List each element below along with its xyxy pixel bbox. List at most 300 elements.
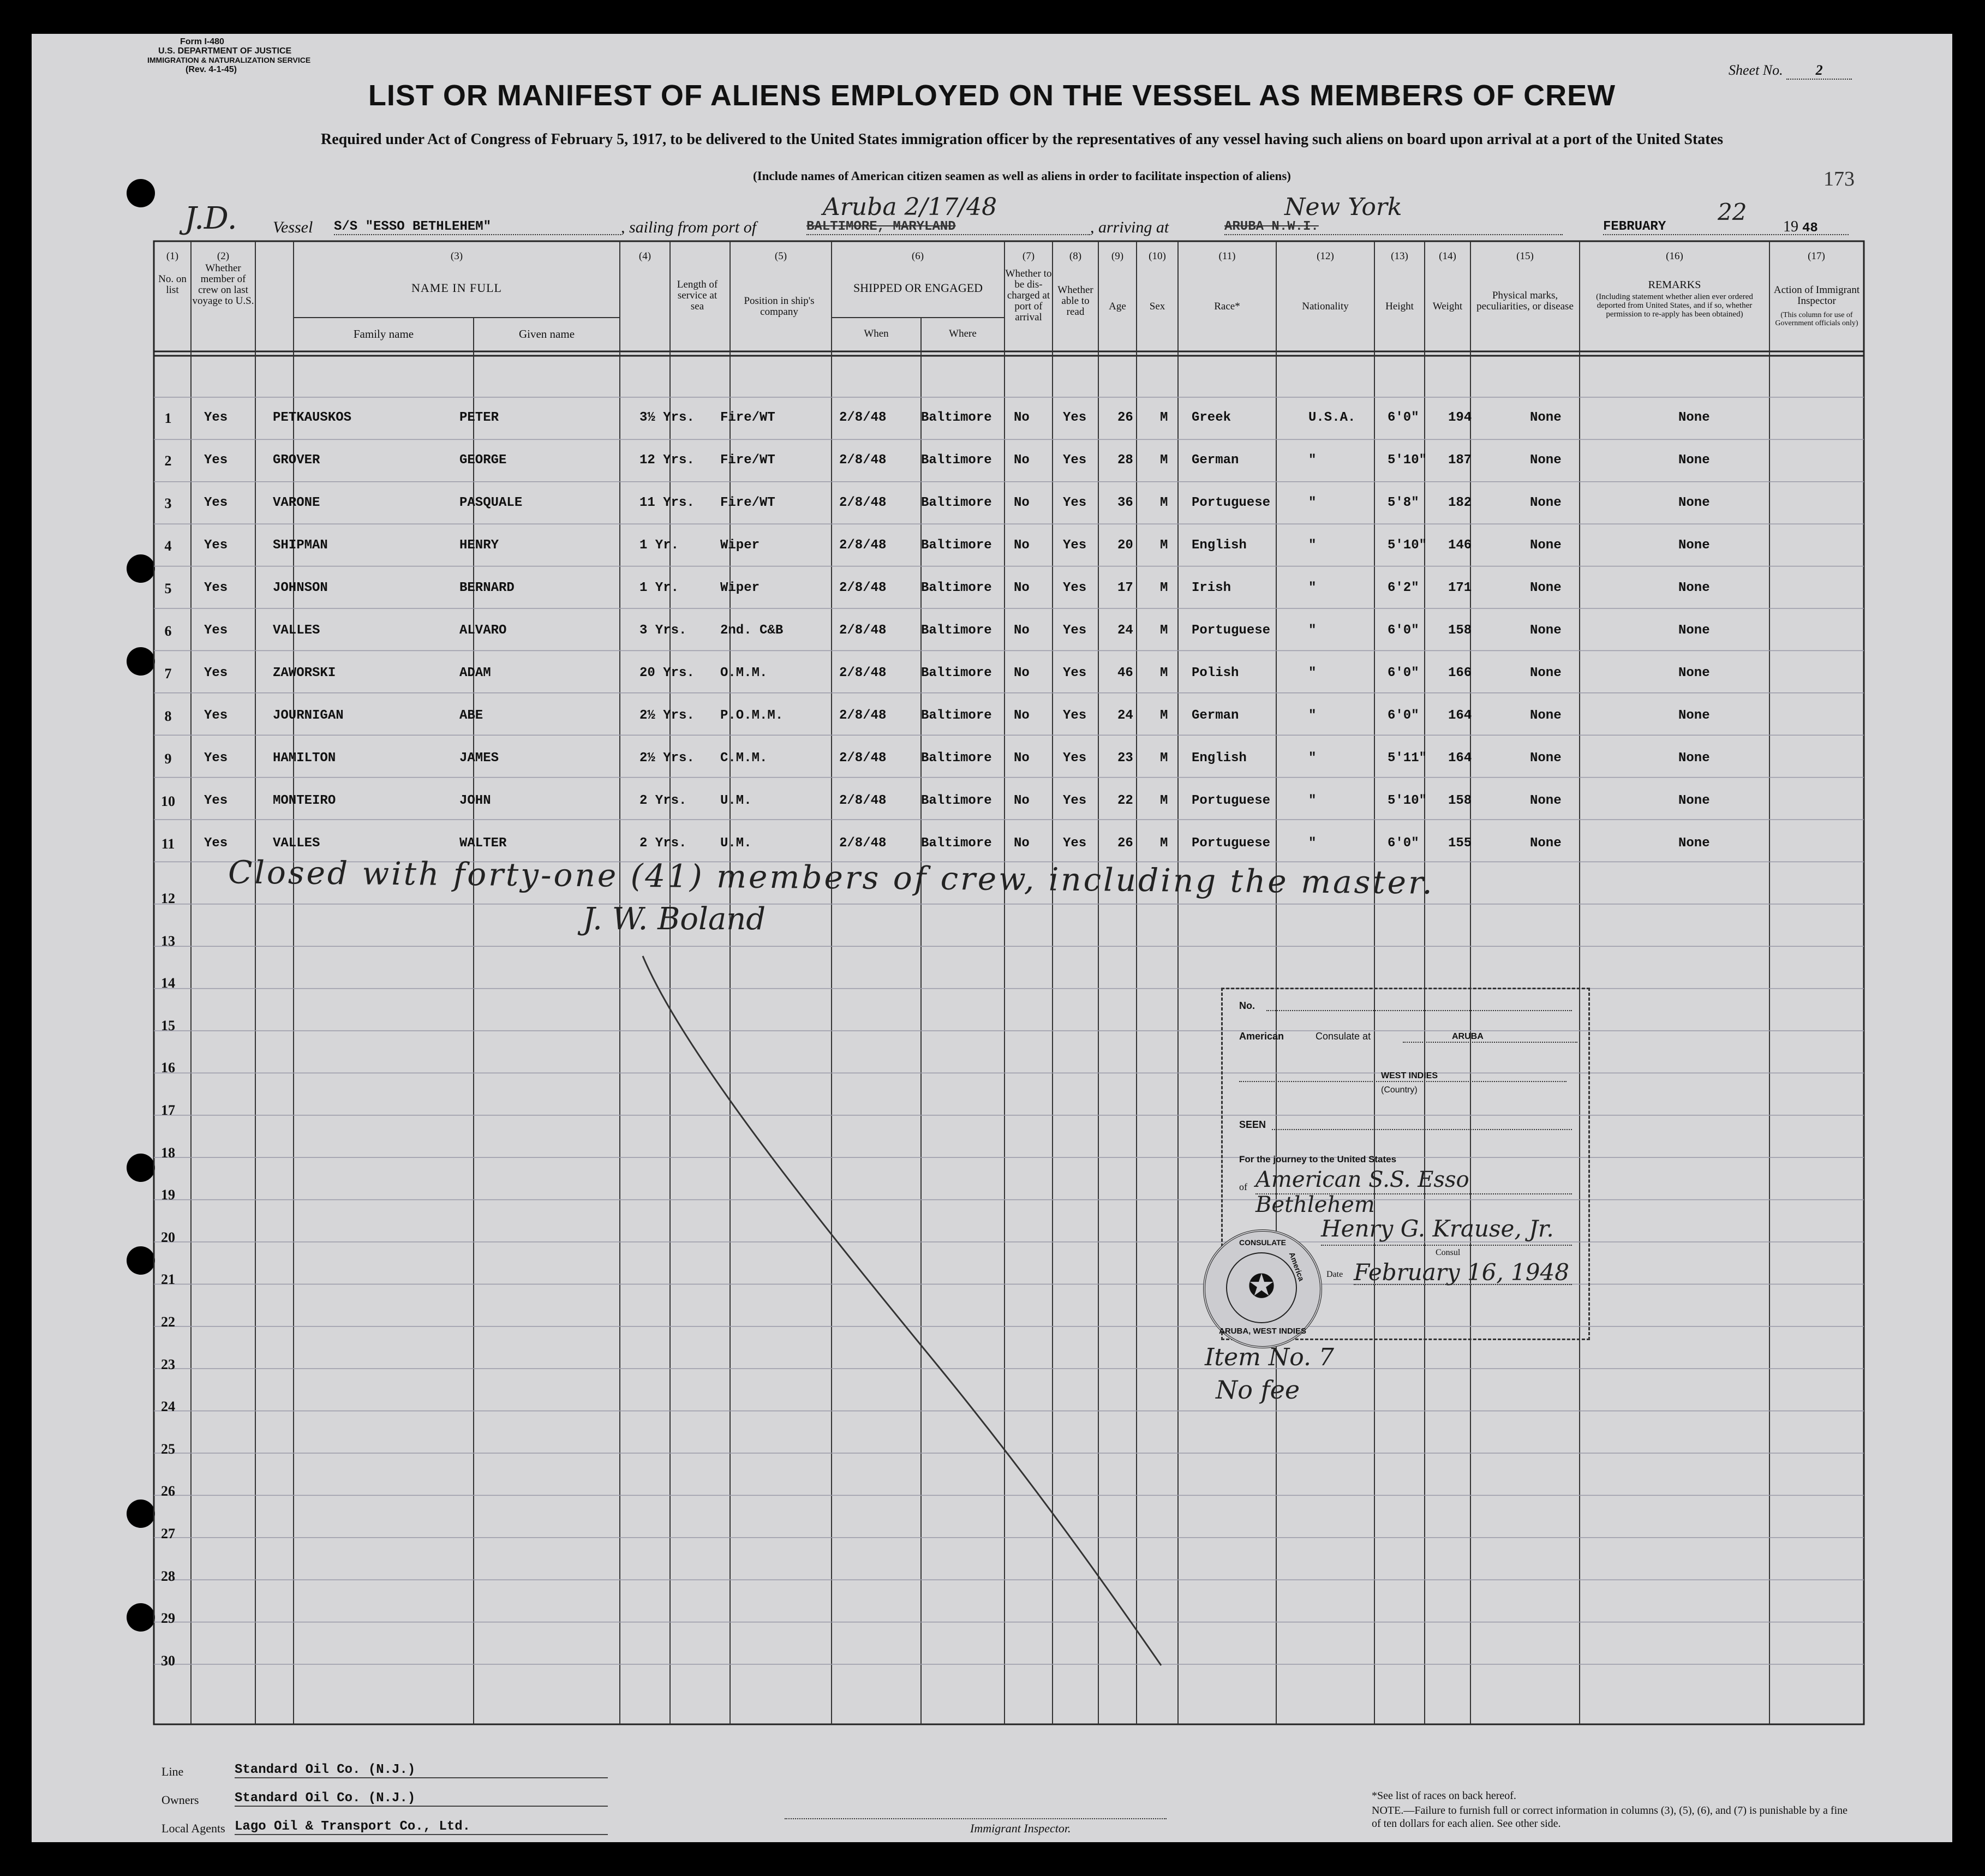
column-number: (12) (1317, 250, 1334, 262)
cell-height: 5'8" (1388, 495, 1419, 510)
consul-line (1321, 1245, 1572, 1246)
col-header-height: Height (1385, 301, 1414, 312)
cell-physical-marks: None (1530, 581, 1562, 595)
cell-nationality: " (1308, 623, 1317, 638)
cell-weight: 182 (1448, 495, 1472, 510)
blank-row-number: 13 (161, 933, 175, 949)
table-row (32, 793, 1952, 826)
cell-physical-marks: None (1530, 708, 1562, 723)
cell-discharged: No (1014, 836, 1030, 851)
cell-nationality: " (1308, 538, 1317, 553)
cell-row-number: 7 (164, 666, 172, 682)
cell-nationality: " (1308, 453, 1317, 468)
blank-row-number: 29 (161, 1610, 175, 1627)
cell-length-of-service: 2½ Yrs. (639, 708, 695, 723)
col-header-where: Where (949, 328, 977, 339)
cell-position: C.M.M. (720, 751, 768, 766)
cell-shipped-when: 2/8/48 (839, 751, 887, 766)
cell-nationality: " (1308, 751, 1317, 766)
cell-given-name: HENRY (459, 538, 499, 553)
cell-race: Irish (1192, 581, 1231, 595)
cell-race: Portuguese (1192, 793, 1271, 808)
cell-length-of-service: 1 Yr. (639, 581, 679, 595)
cell-position: Fire/WT (720, 410, 775, 425)
blank-row-number: 21 (161, 1271, 175, 1288)
subtitle-note: (Include names of American citizen seamen as well as aliens in order to facilitate inspection of aliens) (753, 169, 1291, 183)
sheet-value: 2 (1786, 62, 1852, 80)
cell-given-name: JAMES (459, 751, 499, 766)
cell-length-of-service: 11 Yrs. (639, 495, 695, 510)
cell-weight: 166 (1448, 666, 1472, 680)
cell-discharged: No (1014, 538, 1030, 553)
stamp-of: of (1239, 1181, 1247, 1192)
cell-shipped-where: Baltimore (921, 708, 992, 723)
item-note: Item No. 7 (1205, 1343, 1334, 1371)
penalty-note: NOTE.—Failure to furnish full or correct information in columns (3), (5), (6), and (7) is punishable by a fine of ten dollars for each alien. See other side. (1372, 1805, 1848, 1830)
page-number: 173 (1823, 168, 1855, 190)
cell-discharged: No (1014, 581, 1030, 595)
service-name: IMMIGRATION & NATURALIZATION SERVICE (147, 56, 311, 64)
column-number: (17) (1808, 250, 1825, 262)
cell-row-number: 5 (164, 581, 172, 596)
col-header-remarks-note: (Including statement whether alien ever ordered deported from United States, and if so, whether permission to re-apply has been obtained) (1596, 292, 1753, 319)
cell-height: 5'10" (1388, 793, 1427, 808)
seal-text-side: America (1287, 1251, 1306, 1282)
cell-position: Wiper (720, 581, 760, 595)
table-row (32, 751, 1952, 784)
cell-able-to-read: Yes (1063, 453, 1087, 468)
cell-height: 6'2" (1388, 581, 1419, 595)
cell-height: 6'0" (1388, 666, 1419, 680)
cell-shipped-when: 2/8/48 (839, 836, 887, 851)
cell-shipped-when: 2/8/48 (839, 581, 887, 595)
cell-family-name: PETKAUSKOS (273, 410, 352, 425)
col-header-given: Given name (518, 327, 575, 340)
cell-remarks: None (1678, 793, 1710, 808)
footer-owners-value: Standard Oil Co. (N.J.) (235, 1791, 608, 1807)
date-line (1354, 1284, 1572, 1285)
cell-given-name: JOHN (459, 793, 491, 808)
cell-height: 6'0" (1388, 623, 1419, 638)
cell-height: 6'0" (1388, 410, 1419, 425)
closing-note: Closed with forty-one (41) members of crew, including the master. (228, 853, 1435, 901)
cell-previous-voyage: Yes (204, 708, 228, 723)
department: U.S. DEPARTMENT OF JUSTICE (158, 46, 292, 56)
cell-row-number: 9 (164, 751, 172, 767)
cell-remarks: None (1678, 495, 1710, 510)
column-number: (7) (1022, 250, 1035, 262)
sailing-port-handwritten: Aruba 2/17/48 (823, 193, 997, 221)
inspector-line (785, 1818, 1167, 1819)
cell-position: U.M. (720, 836, 752, 851)
column-number: (10) (1149, 250, 1166, 262)
year-prefix: 19 (1783, 218, 1798, 235)
cell-nationality: " (1308, 495, 1317, 510)
cell-remarks: None (1678, 410, 1710, 425)
cell-family-name: MONTEIRO (273, 793, 336, 808)
cell-discharged: No (1014, 410, 1030, 425)
cell-age: 17 (1117, 581, 1133, 595)
footer-owners-label: Owners (162, 1793, 199, 1807)
cell-height: 5'10" (1388, 453, 1427, 468)
column-number: (6) (911, 250, 924, 262)
cell-nationality: " (1308, 666, 1317, 680)
blank-row-number: 23 (161, 1356, 175, 1372)
cell-family-name: JOURNIGAN (273, 708, 344, 723)
column-number: (15) (1516, 250, 1534, 262)
cell-height: 5'11" (1388, 751, 1427, 766)
consular-stamp (1218, 988, 1590, 1340)
cell-given-name: PETER (459, 410, 499, 425)
blank-row-number: 25 (161, 1441, 175, 1457)
cell-shipped-where: Baltimore (921, 793, 992, 808)
col-header-sex: Sex (1149, 301, 1165, 312)
cell-weight: 158 (1448, 793, 1472, 808)
stamp-no-line (1266, 1010, 1572, 1011)
cell-length-of-service: 2 Yrs. (639, 793, 687, 808)
cell-length-of-service: 3½ Yrs. (639, 410, 695, 425)
cell-previous-voyage: Yes (204, 666, 228, 680)
cell-shipped-where: Baltimore (921, 836, 992, 851)
vessel-name: S/S "ESSO BETHLEHEM" (334, 219, 621, 235)
footer-agents-label: Local Agents (162, 1821, 225, 1835)
cell-given-name: GEORGE (459, 453, 507, 468)
cell-age: 22 (1117, 793, 1133, 808)
cell-remarks: None (1678, 836, 1710, 851)
cell-weight: 171 (1448, 581, 1472, 595)
blank-row-number: 26 (161, 1483, 175, 1499)
cell-row-number: 10 (161, 793, 175, 809)
blank-row-number: 16 (161, 1060, 175, 1076)
stamp-country-line (1239, 1081, 1567, 1082)
date-label: Date (1326, 1270, 1343, 1279)
blank-row-number: 12 (161, 891, 175, 906)
cell-shipped-where: Baltimore (921, 495, 992, 510)
cell-sex: M (1160, 836, 1168, 851)
cell-sex: M (1160, 708, 1168, 723)
cell-length-of-service: 20 Yrs. (639, 666, 695, 680)
cell-able-to-read: Yes (1063, 836, 1087, 851)
cell-weight: 194 (1448, 410, 1472, 425)
cell-row-number: 8 (164, 708, 172, 724)
stamp-consulate-at: Consulate at (1316, 1031, 1371, 1042)
cell-given-name: ALVARO (459, 623, 507, 638)
cell-sex: M (1160, 410, 1168, 425)
table-row (32, 410, 1952, 443)
cell-race: Polish (1192, 666, 1239, 680)
cell-family-name: JOHNSON (273, 581, 328, 595)
col-header-when: When (864, 328, 889, 339)
cell-family-name: VALLES (273, 623, 320, 638)
cell-given-name: BERNARD (459, 581, 515, 595)
signature-stroke (610, 951, 1177, 1671)
col-header-race: Race* (1214, 301, 1240, 312)
column-number: (3) (450, 250, 463, 262)
blank-row-number: 28 (161, 1568, 175, 1584)
cell-race: Greek (1192, 410, 1231, 425)
cell-race: English (1192, 538, 1247, 553)
cell-able-to-read: Yes (1063, 410, 1087, 425)
cell-position: Fire/WT (720, 495, 775, 510)
cell-age: 20 (1117, 538, 1133, 553)
cell-length-of-service: 12 Yrs. (639, 453, 695, 468)
cell-discharged: No (1014, 666, 1030, 680)
blank-row-number: 17 (161, 1102, 175, 1118)
cell-sex: M (1160, 453, 1168, 468)
cell-sex: M (1160, 581, 1168, 595)
stamp-american: American (1239, 1031, 1284, 1042)
cell-remarks: None (1678, 453, 1710, 468)
cell-race: Portuguese (1192, 495, 1271, 510)
cell-nationality: " (1308, 793, 1317, 808)
initials: J.D. (184, 201, 237, 236)
cell-previous-voyage: Yes (204, 410, 228, 425)
col-header-read: Whether able to read (1057, 284, 1093, 318)
cell-sex: M (1160, 793, 1168, 808)
arriving-port-handwritten: New York (1284, 193, 1402, 221)
stamp-place: ARUBA (1452, 1032, 1484, 1041)
cell-discharged: No (1014, 708, 1030, 723)
cell-age: 28 (1117, 453, 1133, 468)
arrival-day-handwritten: 22 (1718, 199, 1747, 225)
seal-text-top: CONSULATE (1239, 1238, 1287, 1247)
column-number: (16) (1666, 250, 1683, 262)
cell-given-name: ABE (459, 708, 483, 723)
arrival-month: FEBRUARY (1603, 219, 1666, 234)
cell-weight: 164 (1448, 751, 1472, 766)
arriving-label: , arriving at (1090, 218, 1169, 236)
cell-weight: 155 (1448, 836, 1472, 851)
cell-physical-marks: None (1530, 666, 1562, 680)
cell-age: 46 (1117, 666, 1133, 680)
cell-row-number: 6 (164, 623, 172, 639)
cell-remarks: None (1678, 581, 1710, 595)
cell-family-name: VARONE (273, 495, 320, 510)
cell-family-name: ZAWORSKI (273, 666, 336, 680)
stamp-journey: For the journey to the United States (1239, 1154, 1397, 1164)
col-header-position: Position in ship's company (744, 295, 815, 318)
cell-nationality: U.S.A. (1308, 410, 1356, 425)
seal-inner (1226, 1252, 1297, 1323)
seal-text-bottom: ARUBA, WEST INDIES (1218, 1327, 1306, 1336)
cell-race: English (1192, 751, 1247, 766)
blank-row-number: 18 (161, 1144, 175, 1161)
stamp-place-line (1403, 1042, 1577, 1043)
col-header-marks: Physical marks, peculiarities, or disease (1476, 290, 1574, 312)
col-header-name: NAME IN FULL (411, 281, 502, 295)
race-note: *See list of races on back hereof. (1372, 1790, 1516, 1802)
sailing-port: BALTIMORE, MARYLAND (806, 219, 1090, 235)
footer-agents-value: Lago Oil & Transport Co., Ltd. (235, 1819, 608, 1835)
footer-line-value: Standard Oil Co. (N.J.) (235, 1763, 608, 1778)
cell-discharged: No (1014, 793, 1030, 808)
stamp-vessel-line (1255, 1193, 1572, 1194)
cell-previous-voyage: Yes (204, 623, 228, 638)
stamp-seen: SEEN (1239, 1119, 1266, 1130)
col-header-weight: Weight (1432, 301, 1463, 312)
year-value: 48 (1802, 221, 1818, 236)
master-signature: J. W. Boland (583, 901, 766, 937)
cell-given-name: ADAM (459, 666, 491, 680)
stamp-seen-line (1272, 1129, 1572, 1130)
cell-given-name: WALTER (459, 836, 507, 851)
cell-previous-voyage: Yes (204, 793, 228, 808)
col-header-remarks: REMARKS (1648, 279, 1701, 291)
cell-previous-voyage: Yes (204, 836, 228, 851)
cell-previous-voyage: Yes (204, 538, 228, 553)
cell-remarks: None (1678, 751, 1710, 766)
cell-remarks: None (1678, 708, 1710, 723)
manifest-sheet (32, 34, 1952, 1842)
cell-given-name: PASQUALE (459, 495, 523, 510)
arriving-port: ARUBA N.W.I. (1224, 219, 1563, 235)
cell-age: 26 (1117, 836, 1133, 851)
cell-discharged: No (1014, 495, 1030, 510)
cell-shipped-when: 2/8/48 (839, 708, 887, 723)
cell-height: 6'0" (1388, 836, 1419, 851)
column-number: (14) (1439, 250, 1456, 262)
cell-row-number: 4 (164, 538, 172, 554)
table-row (32, 495, 1952, 528)
col-header-family: Family name (353, 327, 414, 340)
cell-age: 24 (1117, 623, 1133, 638)
stamp-country-label: (Country) (1381, 1085, 1418, 1095)
stamp-date-handwritten: February 16, 1948 (1354, 1259, 1569, 1286)
fee-note: No fee (1216, 1375, 1300, 1405)
cell-age: 23 (1117, 751, 1133, 766)
cell-physical-marks: None (1530, 751, 1562, 766)
column-number: (8) (1069, 250, 1082, 262)
cell-shipped-when: 2/8/48 (839, 410, 887, 425)
cell-weight: 164 (1448, 708, 1472, 723)
cell-weight: 187 (1448, 453, 1472, 468)
blank-row-number: 19 (161, 1187, 175, 1203)
cell-family-name: GROVER (273, 453, 320, 468)
subtitle: Required under Act of Congress of February 5, 1917, to be delivered to the United States immigration officer by the representatives of any vessel having such aliens on board upon arrival at a port of the United States (321, 131, 1723, 148)
cell-remarks: None (1678, 623, 1710, 638)
cell-discharged: No (1014, 623, 1030, 638)
cell-shipped-when: 2/8/48 (839, 793, 887, 808)
cell-position: O.M.M. (720, 666, 768, 680)
cell-row-number: 3 (164, 495, 172, 511)
cell-shipped-when: 2/8/48 (839, 623, 887, 638)
cell-nationality: " (1308, 708, 1317, 723)
blank-row-number: 22 (161, 1314, 175, 1330)
col-header-no: No. on list (158, 273, 187, 296)
cell-length-of-service: 1 Yr. (639, 538, 679, 553)
cell-sex: M (1160, 751, 1168, 766)
eagle-icon: ✪ (1247, 1269, 1276, 1305)
form-number: Form I-480 (180, 37, 224, 46)
column-number: (1) (166, 250, 179, 262)
cell-length-of-service: 2 Yrs. (639, 836, 687, 851)
col-header-action-note: (This column for use of Government officials only) (1775, 311, 1858, 327)
cell-height: 5'10" (1388, 538, 1427, 553)
blank-row-number: 20 (161, 1229, 175, 1245)
cell-height: 6'0" (1388, 708, 1419, 723)
cell-shipped-where: Baltimore (921, 751, 992, 766)
cell-nationality: " (1308, 581, 1317, 595)
cell-physical-marks: None (1530, 410, 1562, 425)
table-row (32, 666, 1952, 698)
stamp-no-label: No. (1239, 1000, 1255, 1011)
page-title: LIST OR MANIFEST OF ALIENS EMPLOYED ON THE VESSEL AS MEMBERS OF CREW (368, 79, 1616, 112)
cell-position: U.M. (720, 793, 752, 808)
cell-sex: M (1160, 623, 1168, 638)
cell-sex: M (1160, 495, 1168, 510)
column-number: (5) (774, 250, 787, 262)
col-header-action: Action of Immigrant Inspector (1773, 284, 1860, 307)
blank-row-number: 27 (161, 1526, 175, 1542)
table-row (32, 453, 1952, 486)
cell-able-to-read: Yes (1063, 751, 1087, 766)
vessel-label: Vessel (273, 218, 313, 236)
table-row (32, 623, 1952, 656)
cell-race: Portuguese (1192, 623, 1271, 638)
col-header-nationality: Nationality (1302, 301, 1349, 312)
inspector-label: Immigrant Inspector. (970, 1821, 1071, 1835)
cell-able-to-read: Yes (1063, 708, 1087, 723)
cell-shipped-where: Baltimore (921, 410, 992, 425)
cell-physical-marks: None (1530, 453, 1562, 468)
column-number: (4) (638, 250, 651, 262)
cell-weight: 158 (1448, 623, 1472, 638)
col-header-service: Length of service at sea (677, 279, 718, 312)
consul-signature: Henry G. Krause, Jr. (1321, 1215, 1554, 1242)
table-row (32, 581, 1952, 613)
cell-remarks: None (1678, 538, 1710, 553)
stamp-vessel-handwritten: American S.S. Esso Bethlehem (1255, 1167, 1469, 1217)
table-row (32, 708, 1952, 741)
cell-physical-marks: None (1530, 538, 1562, 553)
blank-row-number: 15 (161, 1017, 175, 1033)
blank-row-number: 14 (161, 975, 175, 991)
cell-shipped-when: 2/8/48 (839, 666, 887, 680)
cell-shipped-when: 2/8/48 (839, 538, 887, 553)
cell-position: Fire/WT (720, 453, 775, 468)
cell-remarks: None (1678, 666, 1710, 680)
column-number: (9) (1111, 250, 1124, 262)
cell-shipped-when: 2/8/48 (839, 453, 887, 468)
cell-family-name: SHIPMAN (273, 538, 328, 553)
cell-weight: 146 (1448, 538, 1472, 553)
footer-line-label: Line (162, 1765, 184, 1778)
col-header-shipped: SHIPPED OR ENGAGED (853, 281, 983, 295)
cell-position: Wiper (720, 538, 760, 553)
cell-race: Portuguese (1192, 836, 1271, 851)
cell-shipped-where: Baltimore (921, 666, 992, 680)
revision: (Rev. 4-1-45) (186, 65, 237, 74)
cell-age: 24 (1117, 708, 1133, 723)
cell-shipped-where: Baltimore (921, 581, 992, 595)
cell-shipped-where: Baltimore (921, 623, 992, 638)
cell-previous-voyage: Yes (204, 751, 228, 766)
column-number: (2) (217, 250, 230, 262)
cell-discharged: No (1014, 453, 1030, 468)
table-row (32, 538, 1952, 571)
cell-able-to-read: Yes (1063, 538, 1087, 553)
cell-shipped-when: 2/8/48 (839, 495, 887, 510)
cell-able-to-read: Yes (1063, 495, 1087, 510)
cell-shipped-where: Baltimore (921, 538, 992, 553)
cell-race: German (1192, 453, 1239, 468)
cell-able-to-read: Yes (1063, 666, 1087, 680)
blank-row-number: 24 (161, 1399, 175, 1415)
col-header-age: Age (1109, 301, 1126, 312)
cell-family-name: VALLES (273, 836, 320, 851)
col-header-prev-voyage: Whether member of crew on last voyage to U.S. (192, 262, 254, 307)
cell-able-to-read: Yes (1063, 581, 1087, 595)
